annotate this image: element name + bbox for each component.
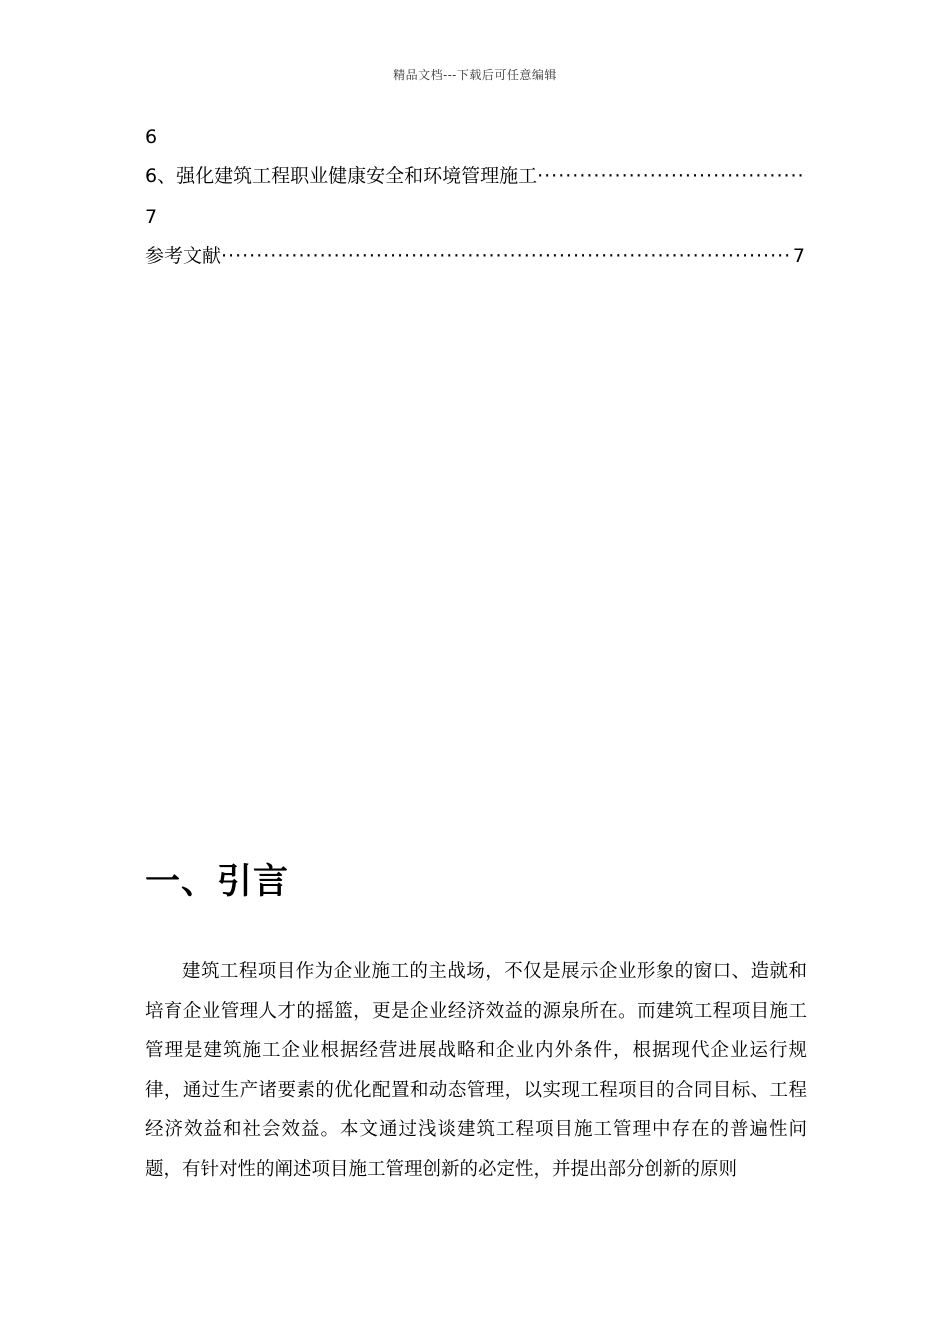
toc-orphan-page-number: 6 — [145, 126, 158, 148]
toc-entry-6[interactable] — [145, 164, 805, 188]
toc-entry-label: 6、强化建筑工程职业健康安全和环境管理施工 — [145, 165, 538, 187]
toc-entry-label: 参考文献 — [145, 245, 222, 267]
toc-entry-6-page-number: 7 — [145, 206, 158, 228]
section-heading: 一、引言 — [145, 862, 290, 902]
body-paragraph: 建筑工程项目作为企业施工的主战场，不仅是展示企业形象的窗口、造就和培育企业管理人才的摇篮，更是企业经济效益的源泉所在。而建筑工程项目施工管理是建筑施工企业根据经营进展战略和企业内外条件，根据现代企业运行规律，通过生产诸要素的优化配置和动态管理，以实现工程项目的合同目标、工程经济效益和社会效益。本文通过浅谈建筑工程项目施工管理中存在的普遍性问题，有针对性的阐述项目施工管理创新的必定性，并提出部分创新的原则 — [145, 961, 807, 1180]
toc-leader-dots — [221, 244, 791, 268]
toc-entry-references[interactable] — [145, 244, 805, 268]
page-header: 精品文档---下载后可任意编辑 — [393, 68, 557, 82]
toc-leader-dots — [537, 164, 805, 188]
toc-page-number: 7 — [792, 245, 805, 267]
